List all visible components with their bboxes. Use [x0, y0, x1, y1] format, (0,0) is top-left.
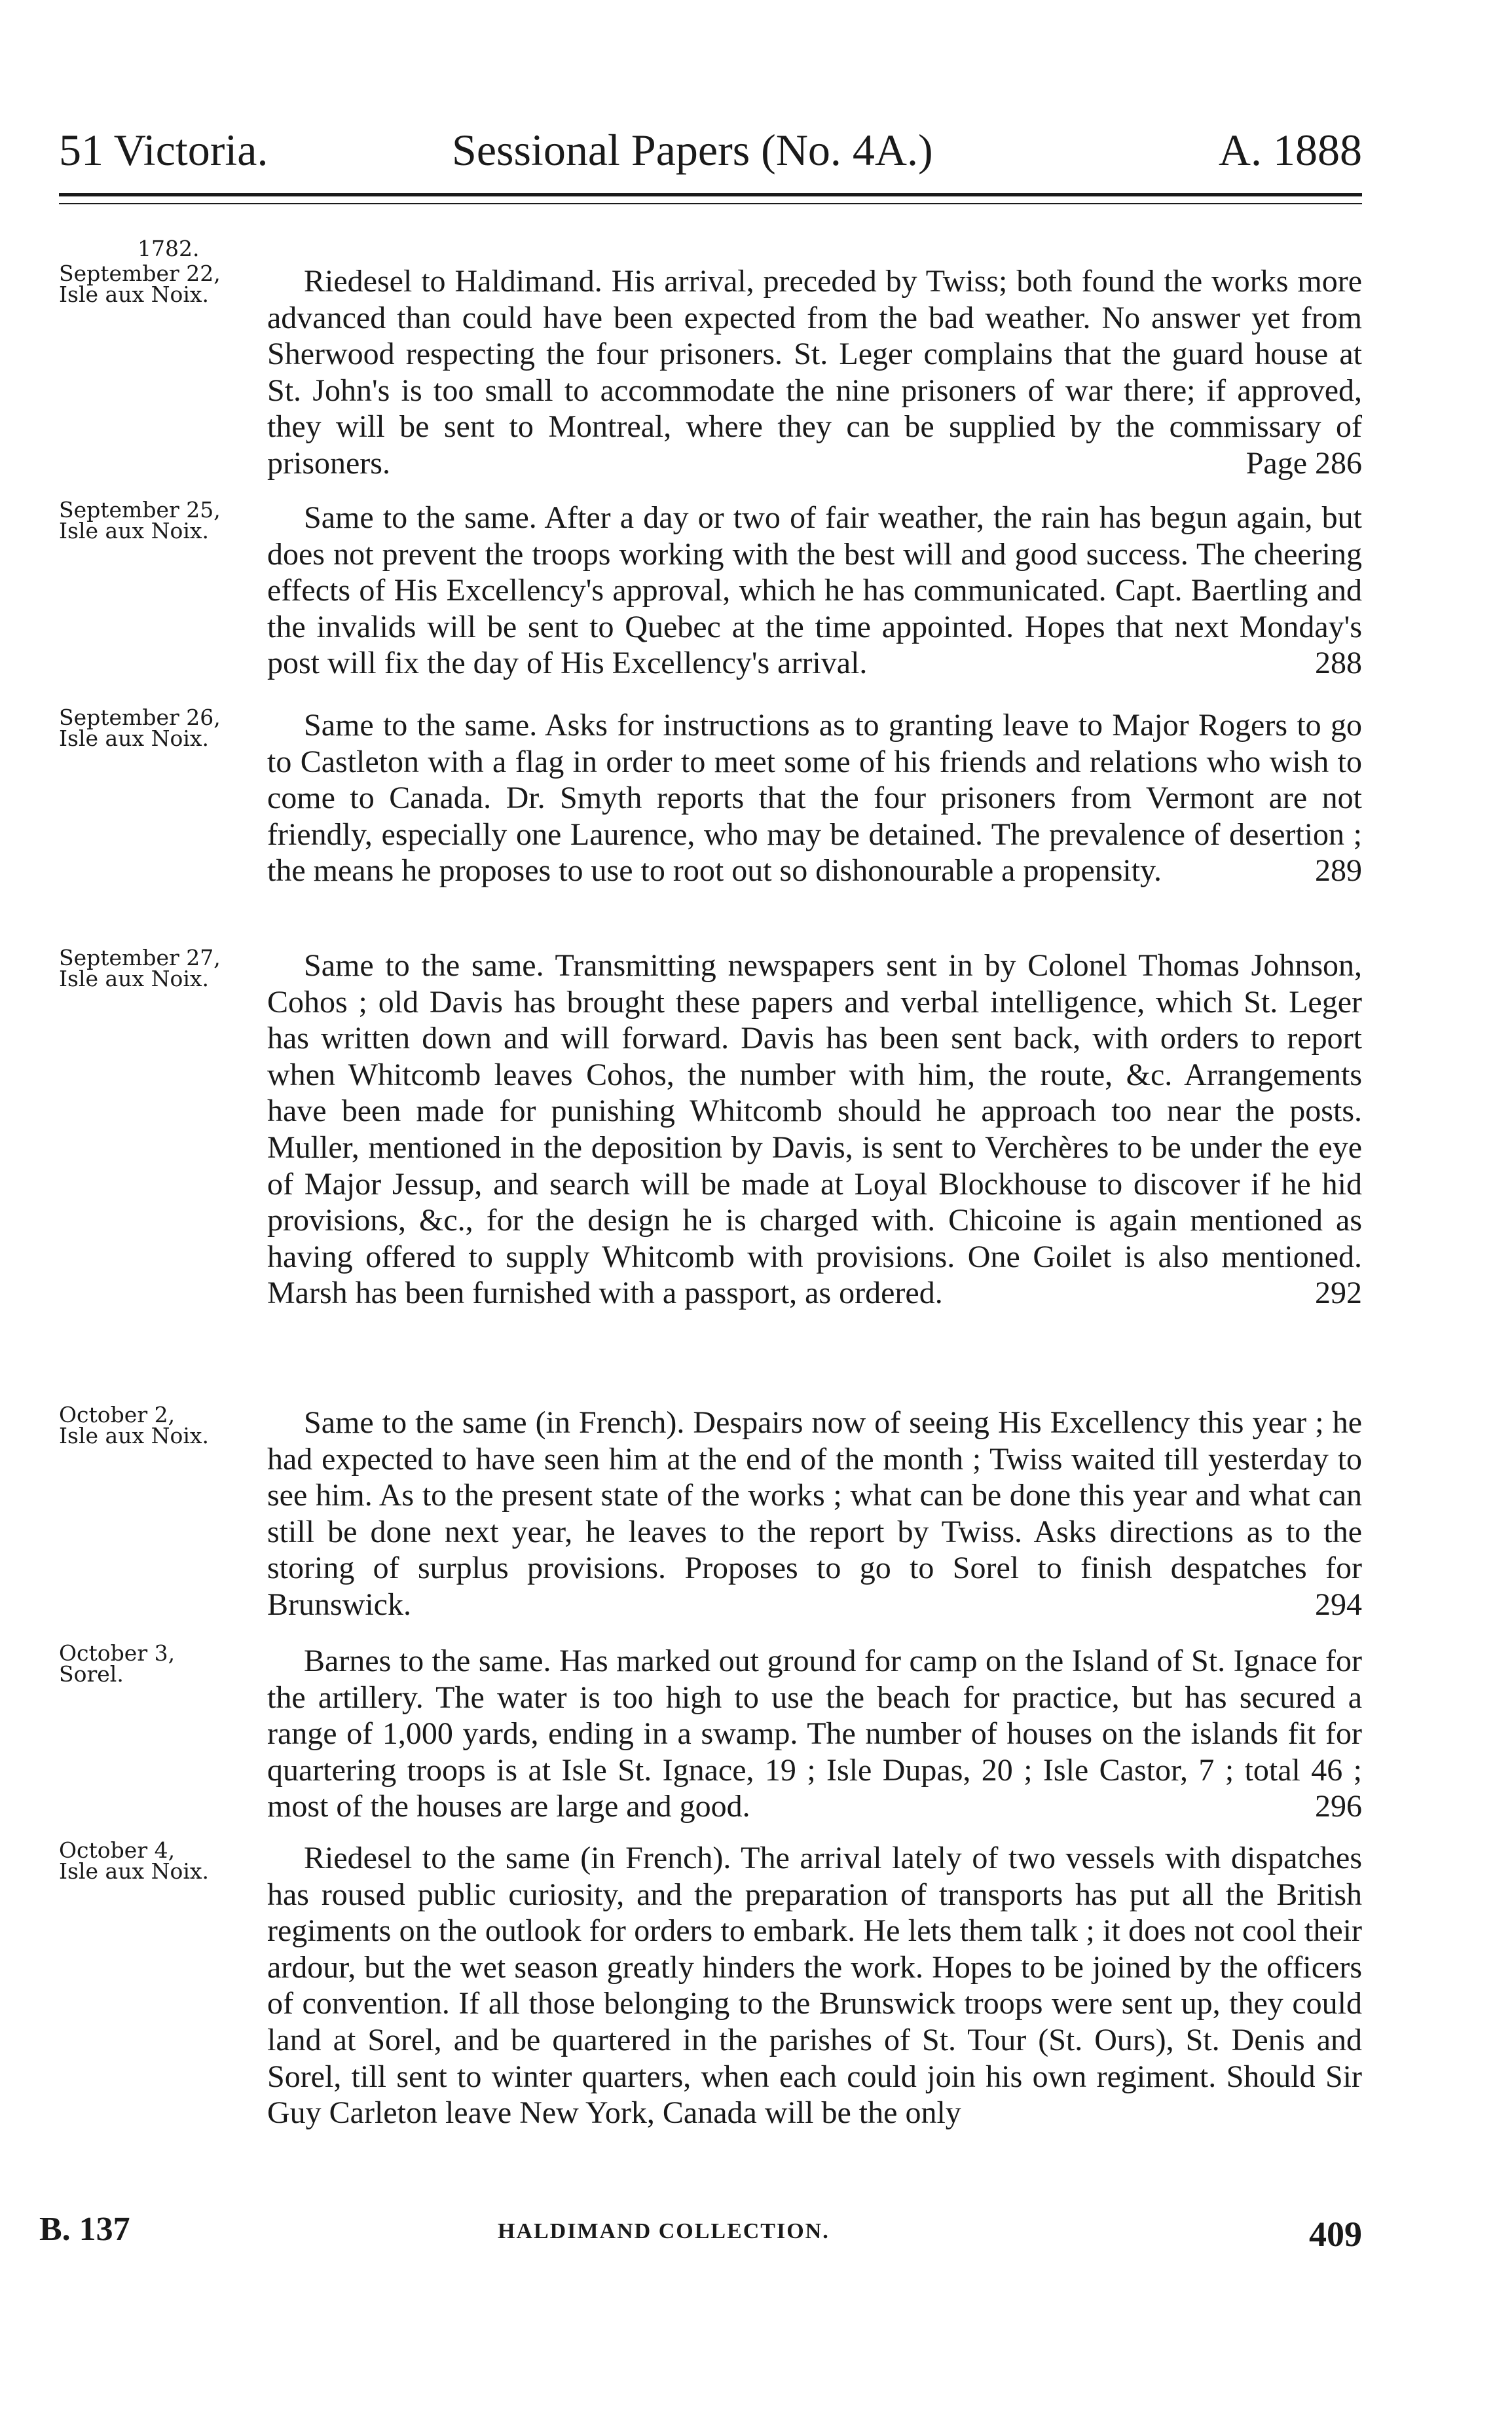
entry-page-ref: 289 [1315, 853, 1362, 889]
entry-summary: Same to the same. Transmitting newspapers sent in by Colonel Thomas Johnson, Cohos ; old Davis has brought these papers and verbal intelligence, which St. Leger has written down and will forward. Davis has been sent back, with orders to report when Whitcomb leaves Cohos, the number with him, the route, &c. Arrangements have been made for punishing Whitcomb should he approach too near the posts. Muller, mentioned in the deposition by Davis, is sent to Verchères to be under the eye of Major Jessup, and search will be made at Loyal Blockhouse to discover if he hid provisions, &c., for the design he is charged with. Chicoine is again mentioned as having offered to supply Whitcomb with provisions. One Goilet is also mentioned. Marsh has been furnished with a passport, as ordered. [267, 948, 1362, 1311]
entry-place: Isle aux Noix. [59, 1858, 209, 1884]
entry-date: September 25, [59, 497, 221, 523]
page-number: 409 [1309, 2215, 1362, 2254]
header-rule-thin [59, 203, 1362, 204]
entry-place: Isle aux Noix. [59, 282, 209, 307]
entry-place: Isle aux Noix. [59, 1423, 209, 1448]
entry-date: October 2, [59, 1402, 175, 1427]
header-rule-thick [59, 193, 1362, 196]
entry-margin-note [59, 1837, 255, 1884]
entry-place: Sorel. [59, 1661, 124, 1687]
entry-summary: Barnes to the same. Has marked out ground for camp on the Island of St. Ignace for the artillery. The water is too high to use the beach for practice, but has secured a range of 1,000 yards, ending in a swamp. The number of houses on the islands fit for quartering troops is at Isle St. Ignace, 19 ; Isle Dupas, 20 ; Isle Castor, 7 ; total 46 ; most of the houses are large and good. [267, 1644, 1362, 1824]
footer-collection: HALDIMAND COLLECTION. [498, 2219, 830, 2243]
entry-summary: Riedesel to Haldimand. His arrival, preceded by Twiss; both found the works more advanced than could have been expected from the bad weather. No answer yet from Sherwood respecting the four prisoners. St. Leger complains that the guard house at St. John's is too small to accommodate the nine prisoners of war there; if approved, they will be sent to Montreal, where they can be supplied by the commissary of prisoners. [267, 264, 1362, 481]
footer-signature: B. 137 [39, 2211, 130, 2248]
entry-text [267, 948, 1362, 1312]
entry-text [267, 263, 1362, 482]
entry-margin-note [59, 1402, 255, 1448]
entry-summary: Same to the same (in French). Despairs now of seeing His Excellency this year ; he had expected to have seen him at the end of the month ; Twiss waited till yesterday to see him. As to the present state of the works ; what can be done this year and what can still be done next year, he leaves to the report by Twiss. Asks directions as to the storing of surplus provisions. Proposes to go to Sorel to finish despatches for Brunswick. [267, 1405, 1362, 1622]
entry-text [267, 1840, 1362, 2131]
entry-margin-note [59, 497, 255, 543]
entry-page-ref: 292 [1315, 1276, 1362, 1311]
header-title: Sessional Papers (No. 4A.) [452, 125, 933, 175]
entry-margin-note [59, 1640, 255, 1687]
entry-text [267, 1643, 1362, 1825]
entry-margin-note [59, 945, 255, 991]
header-session: 51 Victoria. [59, 125, 268, 175]
entry-page-ref: Page 286 [1245, 445, 1362, 481]
entry-date: September 26, [59, 705, 221, 730]
entry-date: September 27, [59, 945, 221, 970]
entry-page-ref: 294 [1315, 1587, 1362, 1622]
header-year: A. 1888 [1218, 125, 1362, 175]
entry-margin-note [59, 707, 255, 749]
entry-summary: Same to the same. After a day or two of fair weather, the rain has begun again, but does not prevent the troops working with the best will and good success. The cheering effects of His Excellency's approval, which he has communicated. Capt. Baertling and the invalids will be sent to Quebec at the time appointed. Hopes that next Monday's post will fix the day of His Excellency's arrival. [267, 500, 1362, 681]
entry-year: 1782. [138, 236, 200, 261]
entry-text [267, 500, 1362, 682]
entry-page-ref: 288 [1315, 646, 1362, 681]
entry-text [267, 707, 1362, 889]
entry-date: October 3, [59, 1640, 175, 1666]
entry-date: October 4, [59, 1837, 175, 1863]
entry-summary: Riedesel to the same (in French). The arrival lately of two vessels with dispatches has roused public curiosity, and the preparation of transports has put all the British regiments on the outlook for orders to embark. He lets them talk ; it does not cool their ardour, but the wet season greatly hinders the work. Hopes to be joined by the officers of convention. If all those belonging to the Brunswick troops were sent up, they could land at Sorel, and be quartered in the parishes of St. Tour (St. Ours), St. Denis and Sorel, till sent to winter quarters, when each could join his own regiment. Should Sir Guy Carleton leave New York, Canada will be the only [267, 1841, 1362, 2131]
entry-page-ref: 296 [1315, 1789, 1362, 1824]
entry-text [267, 1405, 1362, 1623]
entry-margin-note [59, 236, 255, 307]
entry-place: Isle aux Noix. [59, 726, 209, 751]
entry-place: Isle aux Noix. [59, 966, 209, 991]
running-head [59, 124, 1362, 183]
entry-place: Isle aux Noix. [59, 518, 209, 543]
entry-date: September 22, [59, 261, 221, 286]
entry-summary: Same to the same. Asks for instructions as to granting leave to Major Rogers to go to Castleton with a flag in order to meet some of his friends and relations who wish to come to Canada. Dr. Smyth reports that the four prisoners from Vermont are not friendly, especially one Laurence, who may be detained. The prevalence of desertion ; the means he proposes to use to root out so dishonourable a propensity. [267, 708, 1362, 889]
page-footer [39, 2210, 1362, 2269]
